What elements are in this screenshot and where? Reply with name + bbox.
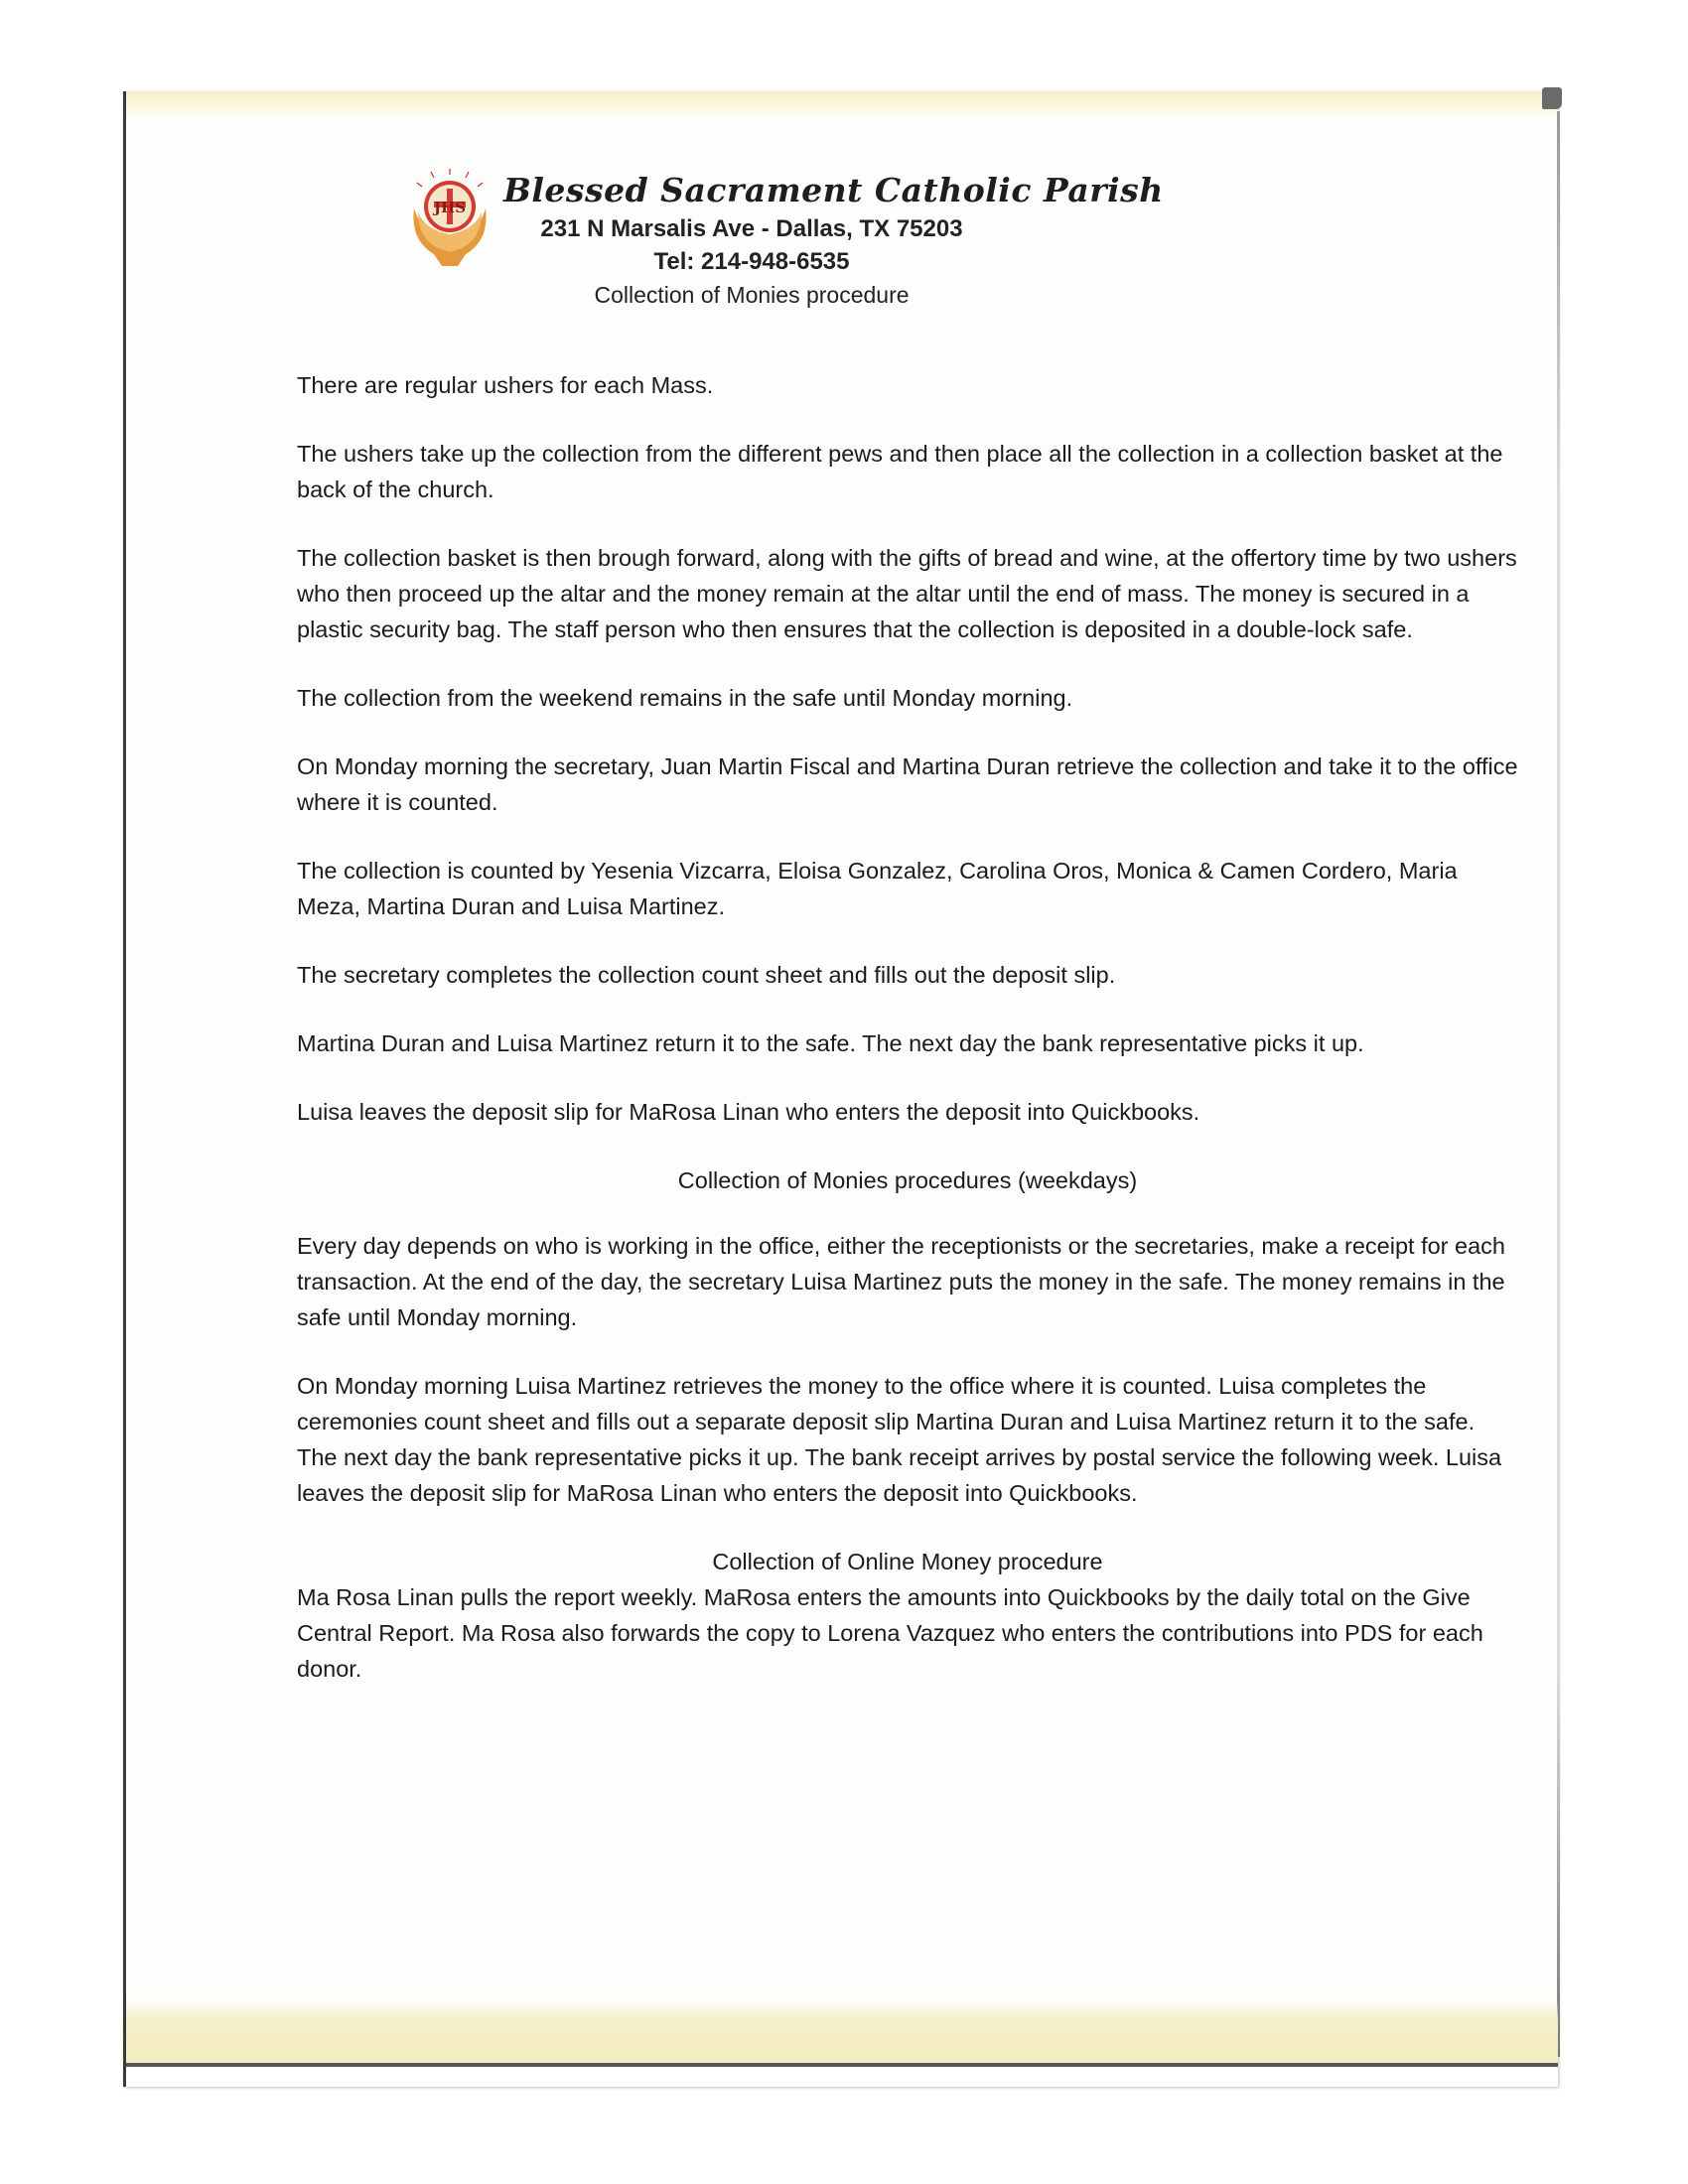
paragraph: The ushers take up the collection from the different pews and then place all the collection in a collection basket at the back of the church. <box>297 441 1503 502</box>
paragraph: The secretary completes the collection count sheet and fills out the deposit slip. <box>297 962 1116 988</box>
document-title: Collection of Monies procedure <box>594 282 910 308</box>
paragraph: Luisa leaves the deposit slip for MaRosa Linan who enters the deposit into Quickbooks. <box>297 1099 1200 1125</box>
staple-corner <box>1542 87 1562 109</box>
online-heading: Collection of Online Money procedure <box>712 1549 1103 1574</box>
paragraph: On Monday morning Luisa Martinez retrieves the money to the office where it is counted. Luisa completes the ceremonies count sheet and fills out a separate deposit slip Martina Duran and Luisa Martinez return it to the safe. The next day the bank representative picks it up. The bank receipt arrives by postal service the following week. Luisa leaves the deposit slip for MaRosa Linan who enters the deposit into Quickbooks. <box>297 1373 1502 1506</box>
document-page <box>123 91 1558 2087</box>
paragraph: On Monday morning the secretary, Juan Martin Fiscal and Martina Duran retrieve the collection and take it to the office where it is counted. <box>297 753 1518 815</box>
paragraph: Ma Rosa Linan pulls the report weekly. MaRosa enters the amounts into Quickbooks by the daily total on the Give Central Report. Ma Rosa also forwards the copy to Lorena Vazquez who enters the contributions into PDS for each donor. <box>297 1584 1483 1682</box>
paragraph: Martina Duran and Luisa Martinez return it to the safe. The next day the bank representative picks it up. <box>297 1030 1364 1056</box>
document-body <box>297 367 1518 1719</box>
paper-right-edge <box>1557 111 1560 2057</box>
paper-bottom-band <box>126 1997 1558 2067</box>
weekdays-heading: Collection of Monies procedures (weekdays) <box>677 1167 1138 1193</box>
jhs-emblem-icon <box>404 169 495 268</box>
letterhead <box>404 169 1298 367</box>
paragraph: The collection from the weekend remains in the safe until Monday morning. <box>297 685 1073 711</box>
parish-address: 231 N Marsalis Ave - Dallas, TX 75203 <box>540 215 963 242</box>
paragraph: There are regular ushers for each Mass. <box>297 372 714 398</box>
paragraph: The collection is counted by Yesenia Vizcarra, Eloisa Gonzalez, Carolina Oros, Monica & Camen Cordero, Maria Meza, Martina Duran and Luisa Martinez. <box>297 858 1458 919</box>
parish-name: Blessed Sacrament Catholic Parish <box>503 171 1164 209</box>
paragraph: The collection basket is then brough forward, along with the gifts of bread and wine, at the offertory time by two ushers who then proceed up the altar and the money remain at the altar until the end of mass. The money is secured in a plastic security bag. The staff person who then ensures that the collection is deposited in a double-lock safe. <box>297 545 1517 642</box>
paper-bottom-edge <box>126 2063 1558 2087</box>
parish-phone: Tel: 214-948-6535 <box>653 248 850 275</box>
paper-top-band <box>126 91 1558 117</box>
paragraph: Every day depends on who is working in the office, either the receptionists or the secretaries, make a receipt for each transaction. At the end of the day, the secretary Luisa Martinez puts the money in the safe. The money remains in the safe until Monday morning. <box>297 1233 1505 1330</box>
logo-text: JHS <box>433 199 467 216</box>
letterhead-text <box>503 169 1164 312</box>
